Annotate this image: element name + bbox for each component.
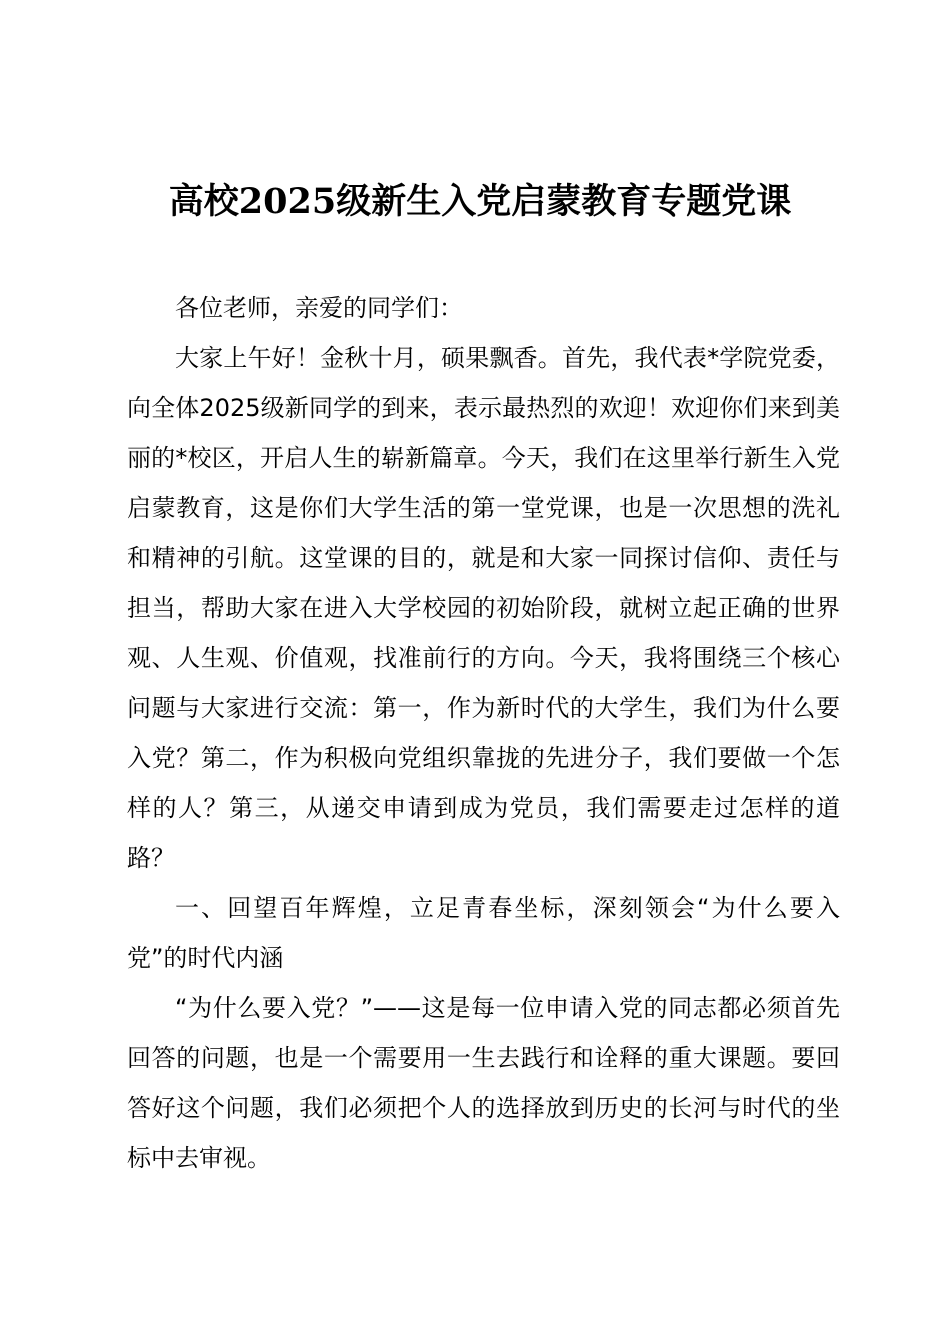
document-body — [127, 283, 840, 1183]
opening-paragraph: 大家上午好！金秋十月，硕果飘香。首先，我代表*学院党委，向全体2025级新同学的到来，表示最热烈的欢迎！欢迎你们来到美丽的*校区，开启人生的崭新篇章。今天，我们在这里举行新生入党启蒙教育，这是你们大学生活的第一堂党课，也是一次思想的洗礼和精神的引航。这堂课的目的，就是和大家一同探讨信仰、责任与担当，帮助大家在进入大学校园的初始阶段，就树立起正确的世界观、人生观、价值观，找准前行的方向。今天，我将围绕三个核心问题与大家进行交流：第一，作为新时代的大学生，我们为什么要入党？第二，作为积极向党组织靠拢的先进分子，我们要做一个怎样的人？第三，从递交申请到成为党员，我们需要走过怎样的道路？ — [127, 344, 840, 872]
section-heading: 一、回望百年辉煌，立足青春坐标，深刻领会“为什么要入党”的时代内涵 — [127, 894, 840, 972]
section-paragraph: “为什么要入党？”——这是每一位申请入党的同志都必须首先回答的问题，也是一个需要用一生去践行和诠释的重大课题。要回答好这个问题，我们必须把个人的选择放到历史的长河与时代的坐标中去审视。 — [127, 994, 840, 1172]
document-title: 高校2025级新生入党启蒙教育专题党课 — [168, 181, 792, 222]
salutation-paragraph: 各位老师，亲爱的同学们： — [175, 294, 463, 322]
